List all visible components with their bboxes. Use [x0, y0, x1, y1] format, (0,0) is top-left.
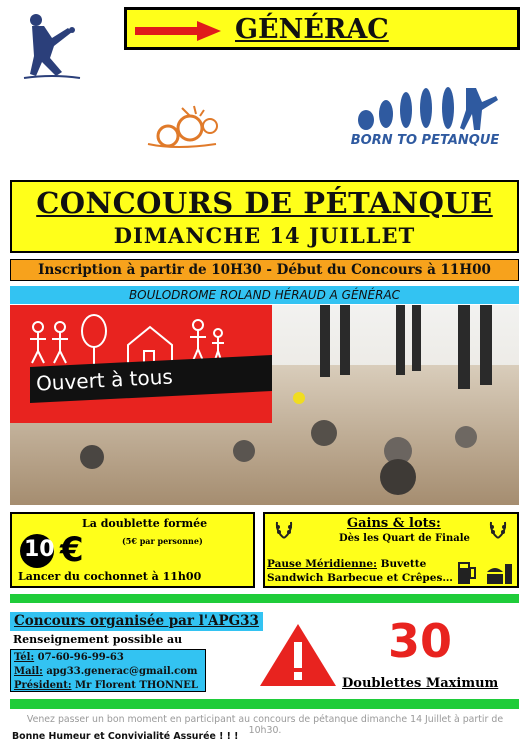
divider-green-top [10, 594, 519, 603]
mail-line [14, 665, 202, 679]
price-box [10, 512, 255, 588]
organizer-title: Concours organisée par l'APG33 [10, 612, 263, 631]
gains-box [263, 512, 519, 588]
phone-number[interactable]: 07-60-96-99-63 [34, 652, 124, 663]
contact-box [10, 649, 206, 692]
laurel-left-icon [273, 518, 295, 540]
president-label: Président: [14, 680, 72, 691]
warning-icon [258, 622, 338, 688]
phone-line [14, 651, 202, 665]
arrow-right-icon [135, 21, 221, 41]
mail-address[interactable]: apg33.generac@gmail.com [42, 666, 198, 677]
euro-icon: € [60, 530, 84, 570]
capacity-label: Doublettes Maximum [342, 676, 499, 691]
pause-label: Pause Méridienne: [267, 558, 377, 570]
price-title: La doublette formée [82, 517, 208, 530]
president-line [14, 679, 202, 693]
price-per-person: (5€ par personne) [122, 536, 203, 546]
open-to-all-label: Ouvert à tous [35, 364, 174, 396]
evolution-caption: BORN TO PETANQUE [350, 133, 500, 148]
petanque-photo [10, 305, 519, 505]
mail-label: Mail: [14, 666, 43, 677]
header-title-box [124, 7, 520, 50]
phone-label: Tél: [14, 652, 35, 663]
pause-line [267, 558, 426, 570]
petanque-balls-logo [146, 104, 222, 150]
petanque-player-logo [22, 12, 84, 82]
divider-green-bottom [10, 699, 519, 709]
photo-illustration [10, 305, 519, 505]
schedule-bar: Inscription à partir de 10H30 - Début du Concours à 11H00 [10, 259, 519, 281]
price-amount: 10 [24, 537, 55, 562]
price-badge [20, 534, 54, 568]
cochonnet-time: Lancer du cochonnet à 11h00 [18, 570, 202, 583]
gains-title: Gains & lots: [347, 516, 441, 531]
evolution-silhouette-logo [356, 82, 500, 132]
gains-subtitle: Dès les Quart de Finale [339, 533, 470, 544]
pause-text: Buvette [376, 558, 427, 570]
president-name: Mr Florent THONNEL [71, 680, 198, 691]
town-title: GÉNÉRAC [235, 14, 389, 45]
venue-bar: BOULODROME ROLAND HÉRAUD A GÉNÉRAC [10, 286, 519, 304]
capacity-number: 30 [388, 614, 453, 668]
concours-title: CONCOURS DE PÉTANQUE [36, 186, 493, 220]
beer-icon [455, 560, 477, 586]
fast-food-icon [485, 560, 515, 586]
footer-invite: Venez passer un bon moment en participant au concours de pétanque dimanche 14 Juillet à partir de 10h30. [26, 714, 504, 736]
concours-box [10, 180, 519, 253]
concours-date: DIMANCHE 14 JUILLET [113, 223, 416, 248]
info-heading: Renseignement possible au [13, 633, 183, 646]
food-line: Sandwich Barbecue et Crêpes… [267, 572, 453, 584]
footer-closing: Bonne Humeur et Convivialité Assurée ! ! ! [12, 731, 239, 742]
laurel-right-icon [487, 518, 509, 540]
